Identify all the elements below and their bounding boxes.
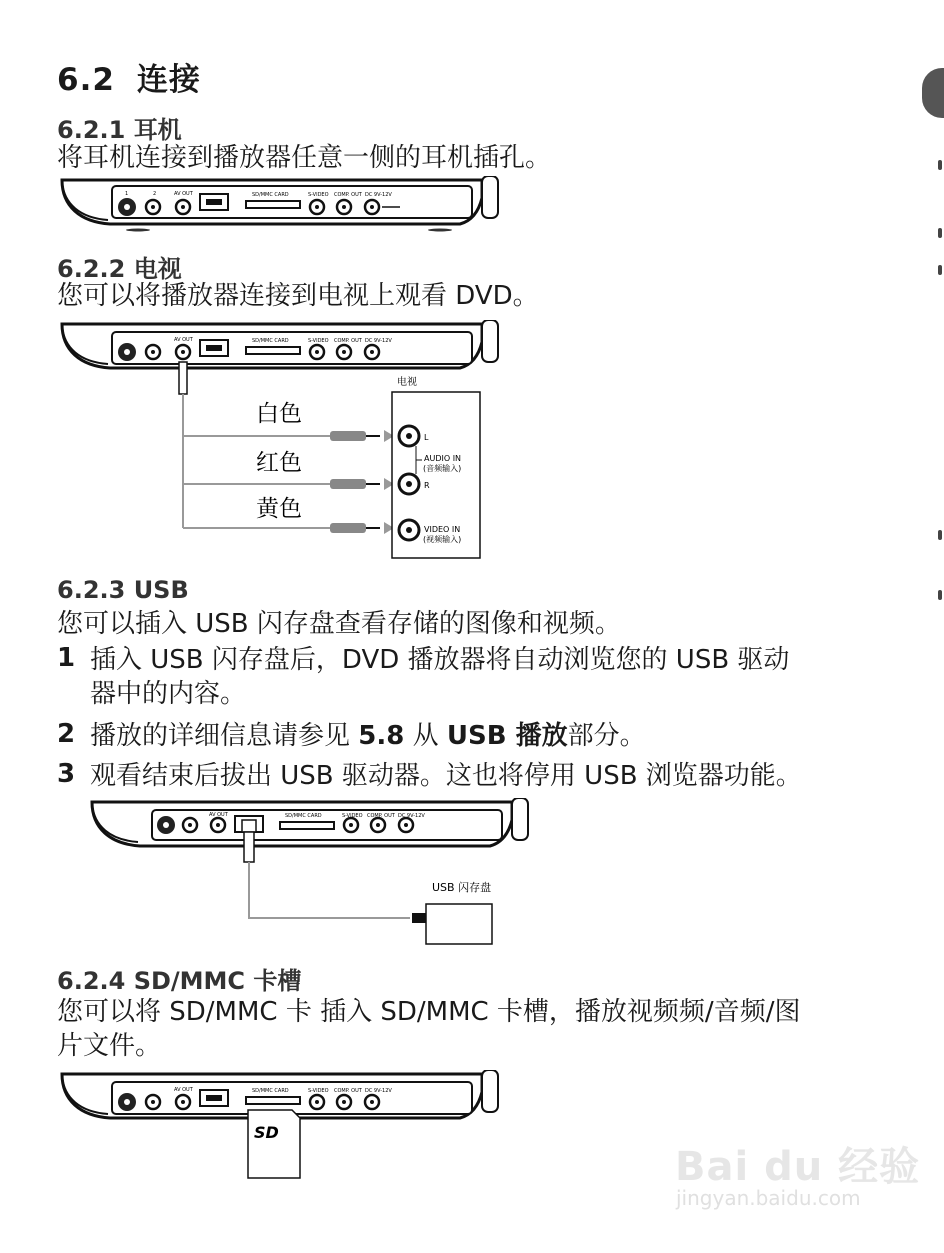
edge-mark — [938, 160, 942, 170]
headphones-text: 将耳机连接到播放器任意一侧的耳机插孔。 — [57, 143, 552, 173]
step-2-ref: 5.8 — [358, 721, 405, 751]
port-label: S-VIDEO — [342, 813, 363, 819]
edge-mark — [938, 265, 942, 275]
port-label: AV OUT — [174, 1087, 193, 1093]
step-2-text — [90, 719, 646, 753]
device-side-view-1 — [60, 176, 500, 232]
port-label: SD/MMC CARD — [252, 1088, 289, 1094]
cable-red-label: 红色 — [256, 450, 302, 476]
step-2-bold: USB 播放 — [446, 721, 568, 751]
port-label: 2 — [153, 191, 157, 197]
tv-connection-diagram — [60, 320, 500, 560]
video-in-cn-label: (视频输入) — [423, 535, 462, 544]
port-label: SD/MMC CARD — [252, 338, 289, 344]
step-number: 1 — [57, 643, 76, 673]
usb-heading: 6.2.3 USB — [57, 576, 189, 604]
audio-in-label: AUDIO IN — [424, 454, 462, 463]
cable-yellow-label: 黄色 — [256, 496, 302, 522]
port-label: AV OUT — [174, 337, 193, 343]
section-title: 连接 — [136, 62, 201, 98]
port-label: DC 9V-12V — [365, 192, 392, 198]
edge-mark — [938, 530, 942, 540]
step-2-pre: 播放的详细信息请参见 — [90, 721, 359, 751]
watermark-brand: Bai du 经验 — [675, 1144, 921, 1190]
usb-drive-box — [426, 904, 492, 944]
port-label: S-VIDEO — [308, 1088, 329, 1094]
sd-text-line-1: 您可以将 SD/MMC 卡 插入 SD/MMC 卡槽，播放视频频/音频/图 — [57, 997, 801, 1027]
port-label: S-VIDEO — [308, 338, 329, 344]
edge-mark — [938, 590, 942, 600]
headphones-heading: 6.2.1 耳机 — [57, 116, 182, 144]
sd-heading: 6.2.4 SD/MMC 卡槽 — [57, 967, 302, 995]
port-label: COMP. OUT — [334, 1088, 362, 1094]
usb-connection-diagram — [90, 798, 530, 948]
step-number: 3 — [57, 759, 76, 789]
port-label: DC 9V-12V — [398, 813, 425, 819]
usb-plug — [242, 820, 256, 832]
port-label: DC 9V-12V — [365, 1088, 392, 1094]
tv-text: 您可以将播放器连接到电视上观看 DVD。 — [57, 281, 539, 311]
sd-connection-diagram — [60, 1070, 500, 1182]
port-label: DC 9V-12V — [365, 338, 392, 344]
tv-heading: 6.2.2 电视 — [57, 255, 182, 283]
av-plug — [179, 362, 187, 394]
cable-white-label: 白色 — [256, 401, 302, 427]
step-1-line-1: 插入 USB 闪存盘后，DVD 播放器将自动浏览您的 USB 驱动 — [90, 645, 790, 675]
step-2-mid: 从 — [404, 721, 447, 751]
port-label: COMP. OUT — [367, 813, 395, 819]
sd-text-line-2: 片文件。 — [57, 1031, 162, 1061]
right-channel-label: R — [424, 481, 430, 490]
tv-label: 电视 — [397, 377, 417, 388]
port-label: SD/MMC CARD — [252, 192, 289, 198]
video-in-label: VIDEO IN — [424, 525, 461, 534]
usb-intro: 您可以插入 USB 闪存盘查看存储的图像和视频。 — [57, 609, 621, 639]
port-label: S-VIDEO — [308, 192, 329, 198]
device-side-view-3 — [92, 798, 528, 846]
audio-in-cn-label: (音频输入) — [423, 464, 462, 473]
device-side-view-2 — [62, 320, 498, 368]
step-number: 2 — [57, 719, 76, 749]
port-label: COMP. OUT — [334, 338, 362, 344]
section-number: 6.2 — [57, 62, 115, 98]
usb-drive-label: USB 闪存盘 — [432, 881, 492, 894]
port-label: AV OUT — [209, 812, 228, 818]
section-heading — [57, 54, 201, 99]
port-label: AV OUT — [174, 191, 193, 197]
sd-card-logo: SD — [254, 1123, 279, 1142]
edge-mark — [938, 228, 942, 238]
step-2-post: 部分。 — [567, 721, 646, 751]
chapter-tab — [922, 68, 944, 118]
port-label: COMP. OUT — [334, 192, 362, 198]
port-label: 1 — [125, 191, 129, 197]
watermark-url: jingyan.baidu.com — [676, 1186, 861, 1210]
step-3-text: 观看结束后拔出 USB 驱动器。这也将停用 USB 浏览器功能。 — [90, 761, 802, 791]
step-1-line-2: 器中的内容。 — [90, 679, 247, 709]
sd-card — [248, 1110, 300, 1178]
left-channel-label: L — [424, 433, 429, 442]
port-label: SD/MMC CARD — [285, 813, 322, 819]
